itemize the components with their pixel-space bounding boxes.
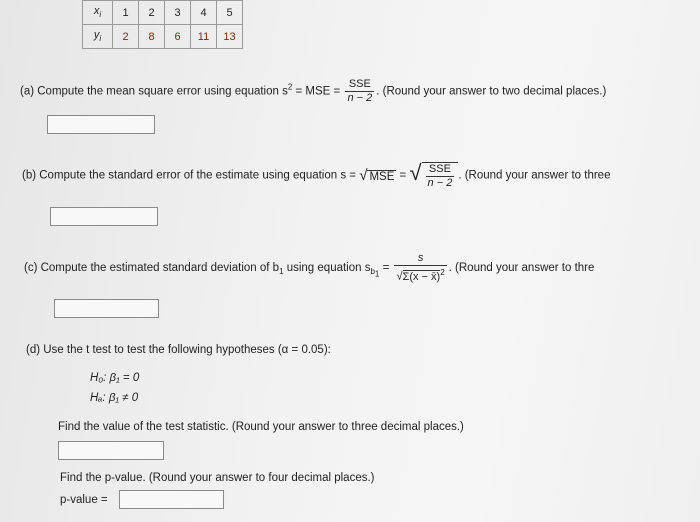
test-statistic-input[interactable] — [58, 441, 164, 460]
x-header: $x_i$ — [83, 1, 113, 25]
null-hypothesis: H₀: β₁ = 0 — [90, 372, 140, 384]
y-row — [83, 25, 243, 49]
fraction-a: $\frac{\text{SSE}}{n - 2}$ — [347, 78, 373, 104]
answer-a-input[interactable] — [47, 115, 155, 134]
data-table — [82, 0, 243, 49]
question-b: (b) Compute the standard error of the estimate using equation s = √ MSE = √ $\frac{\text{SSE}}{n - 2}$ . (Round your answer to three — [22, 160, 611, 190]
pvalue-label: p-value = — [60, 494, 108, 506]
question-c: (c) Compute the estimated standard deviation of $b_1$ using equation $s_{b_1}$ = $\frac{s}{√\Sigma(x - x̄)^2}$ . (Round your answer to thre — [24, 252, 595, 283]
x-cell: 1 — [113, 1, 139, 25]
x-cell: 4 — [191, 1, 217, 25]
test-stat-prompt: Find the value of the test statistic. (Round your answer to three decimal places.) — [58, 421, 464, 433]
x-row — [83, 1, 243, 25]
pvalue-prompt: Find the p-value. (Round your answer to four decimal places.) — [60, 472, 375, 484]
y-header: $y_i$ — [83, 25, 113, 49]
fraction-b: $\frac{\text{SSE}}{n - 2}$ — [427, 163, 453, 190]
y-cell: 13 — [217, 25, 243, 49]
x-cell: 5 — [217, 1, 243, 25]
answer-c-input[interactable] — [54, 299, 159, 318]
question-d: (d) Use the t test to test the following hypotheses (α = 0.05): — [26, 344, 331, 356]
y-cell: 2 — [113, 25, 139, 49]
y-cell: 8 — [139, 25, 165, 49]
alt-hypothesis: Hₐ: β₁ ≠ 0 — [90, 392, 139, 404]
question-a: (a) Compute the mean square error using equation $s^2$ = MSE = $\frac{\text{SSE}}{n - 2}$ . (Round your answer to two decimal places.) — [20, 78, 607, 104]
x-cell: 2 — [139, 1, 165, 25]
x-cell: 3 — [165, 1, 191, 25]
fraction-c: $\frac{s}{√\Sigma(x - x̄)^2}$ — [396, 252, 445, 283]
answer-b-input[interactable] — [50, 207, 158, 226]
y-cell: 6 — [165, 25, 191, 49]
pvalue-input[interactable] — [119, 490, 224, 509]
y-cell: 11 — [191, 25, 217, 49]
